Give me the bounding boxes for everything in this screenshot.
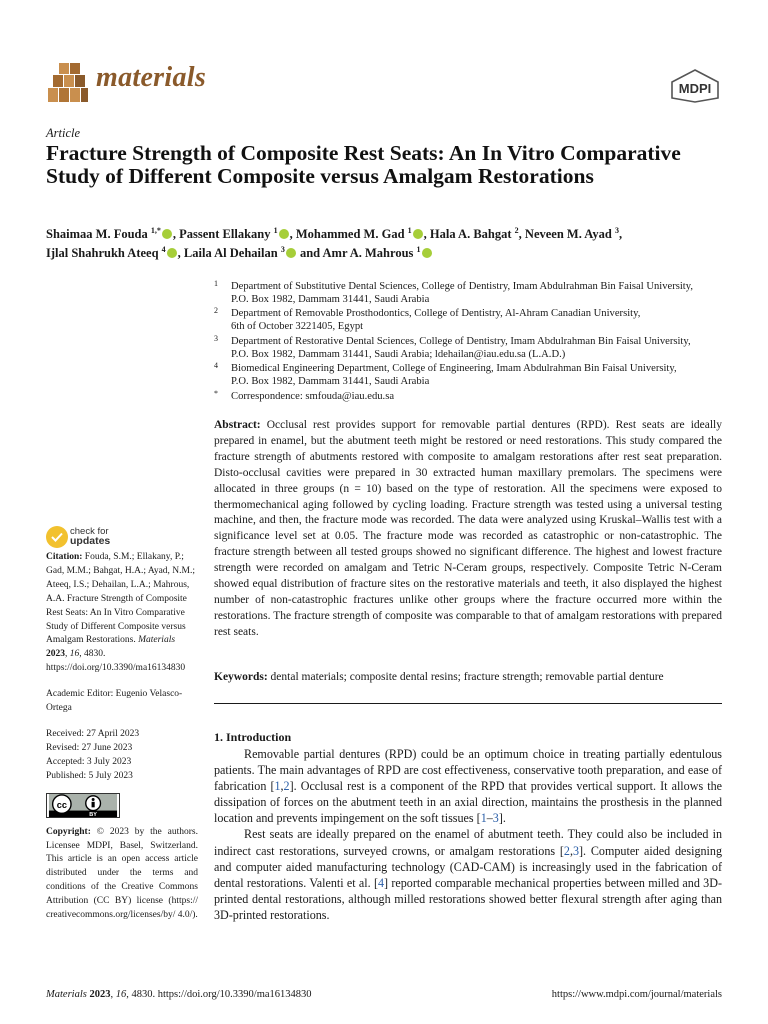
- copyright-label: Copyright:: [46, 826, 91, 837]
- citation-year: 2023: [46, 649, 65, 660]
- author-affiliation-marker: 1: [416, 244, 421, 254]
- reference-link[interactable]: 4: [378, 875, 385, 890]
- author-line-2: [46, 244, 726, 263]
- reference-link[interactable]: 1: [480, 811, 487, 826]
- footer-citation: Materials 2023, 16, 4830. https://doi.org/10.3390/ma16134830: [46, 989, 312, 1000]
- check-for-updates-icon: [46, 526, 68, 548]
- author-affiliation-marker: 4: [161, 244, 166, 254]
- author-affiliation-marker: 1,*: [150, 225, 161, 235]
- paragraph-text: ]. Occlusal rest is a component of the RPD that provides vertical support. It allows the dissipation of forces on the abutment teeth in an axial direction, maintains the prosthesis in the planned location and prevents impingement on the soft tissues [: [214, 779, 722, 826]
- intro-paragraph-1: [214, 746, 722, 826]
- author-list: [46, 225, 726, 263]
- keywords-text: dental materials; composite dental resins; fracture strength; removable partial denture: [270, 671, 664, 683]
- journal-name: materials: [96, 62, 207, 93]
- author-name: Hala A. Bahgat: [429, 227, 515, 241]
- affiliation-line: Department of Restorative Dental Sciences, College of Dentistry, Imam Abdulrahman Bin Faisal University,: [231, 335, 691, 347]
- paragraph-text: ]. Computer aided designing and computer aided manufacturing technology (CAD-CAM) is increasingly used in the fabrication of dental restorations. Valenti et al. [: [214, 843, 722, 890]
- footer-journal-url[interactable]: https://www.mdpi.com/journal/materials: [551, 989, 722, 1000]
- paragraph-text: ,: [569, 843, 573, 858]
- cc-by-license-icon[interactable]: [46, 793, 120, 818]
- paragraph-text: ,: [280, 779, 284, 794]
- author-separator: ,: [172, 227, 180, 241]
- author-separator: ,: [423, 227, 430, 241]
- abstract: [214, 418, 722, 641]
- affiliation-line: Biomedical Engineering Department, College of Engineering, Imam Abdulrahman Bin Faisal University,: [231, 363, 677, 375]
- dates: [46, 728, 198, 784]
- citation-doi[interactable]: , 4830. https://doi.org/10.3390/ma16134830: [46, 649, 186, 674]
- author-name: Shaimaa M. Fouda: [46, 227, 151, 241]
- affiliations: [214, 281, 728, 405]
- orcid-icon[interactable]: [167, 248, 177, 258]
- keywords: [214, 670, 722, 685]
- paragraph-text: Removable partial dentures (RPD) could be an optimum choice in treating partially edentulous patients. The main advantages of RPD are cost effectiveness, conservative tooth preparation, and ease of fabrication [: [214, 747, 722, 794]
- received-date: Received: 27 April 2023: [46, 728, 140, 739]
- footer-volume: 16: [115, 989, 127, 1000]
- reference-link[interactable]: 3: [572, 843, 580, 858]
- intro-paragraph-2: [214, 826, 722, 923]
- revised-date: Revised: 27 June 2023: [46, 742, 133, 753]
- citation-text: Fouda, S.M.; Ellakany, P.; Gad, M.M.; Bahgat, H.A.; Ayad, N.M.; Ateeq, I.S.; Dehailan, L.A.; Mahrous, A.A. Fracture Strength of Composite Rest Seats: An In Vitro Comparative Study of Different Composite versus Amalgam Restorations.: [46, 552, 196, 646]
- author-affiliation-marker: 3: [280, 244, 285, 254]
- affiliation-line: Correspondence: smfouda@iau.edu.sa: [231, 390, 395, 402]
- affiliation-line: Department of Removable Prosthodontics, College of Dentistry, Al-Ahram Canadian University,: [231, 308, 641, 320]
- author-separator: ,: [177, 246, 184, 260]
- orcid-icon[interactable]: [422, 248, 432, 258]
- paragraph-text: –: [486, 811, 493, 826]
- affiliation-item: [214, 388, 728, 404]
- copyright: [46, 826, 198, 923]
- check-for-updates-label: [70, 527, 110, 546]
- author-line-1: [46, 225, 726, 244]
- author-name: Passent Ellakany: [179, 227, 274, 241]
- affiliation-item: [214, 281, 728, 307]
- orcid-icon[interactable]: [413, 229, 423, 239]
- abstract-label: Abstract:: [214, 419, 261, 431]
- affiliation-item: [214, 363, 728, 389]
- citation: Citation: Fouda, S.M.; Ellakany, P.; Gad, M.M.; Bahgat, H.A.; Ayad, N.M.; Ateeq, I.S.; Dehailan, L.A.; Mahrous, A.A. Fracture Strength of Composite Rest Seats: An In Vitro Comparative Study of Different Composite versus Amalgam Restorations. Materials 2023, 16, 4830. https://doi.org/10.3390/ma16134830: [46, 552, 196, 674]
- author-separator: ,: [618, 227, 623, 241]
- orcid-icon[interactable]: [286, 248, 296, 258]
- keywords-label: Keywords:: [214, 671, 268, 683]
- paper-title: Fracture Strength of Composite Rest Seats: An In Vitro Comparative Study of Different Composite versus Amalgam Restorations: [46, 141, 681, 188]
- author-separator: ,: [289, 227, 296, 241]
- reference-link[interactable]: 2: [283, 779, 290, 794]
- citation-label: Citation:: [46, 552, 83, 562]
- orcid-icon[interactable]: [279, 229, 289, 239]
- abstract-text: Occlusal rest provides support for removable partial dentures (RPD). Rest seats are ideally prepared in enamel, but the abutment teeth might be restored or need restorations. This study compared the fracture strength of abutments restored with composite to amalgam restorations after rest seat preparation. Disto-occlusal cavities were prepared in 30 extracted human maxillary premolars. The specimens were allocated in three groups (n = 10) based on the type of restoration. All the specimens were exposed to thermomechanical aging followed by cycling loading. Fracture strength was tested using a universal testing machine, and then, the fracture mode was recorded. The data were analyzed using Kruskal–Wallis test with a significance level set at 0.05. The fracture mode was recorded as catastrophic or non-catastrophic. The fracture strength between all tested groups showed no significant difference. The highest and lowest fracture strength were recorded on amalgam and Tetric N-Ceram groups, respectively. Composite Tetric N-Ceram showed equal distribution of fracture sites on the restorative materials and teeth, it also displayed the highest number of non-catastrophic fractures unlike other groups where the fracture occurred more within the restorations. The fracture strength of composite was comparable to that of amalgam restorations with prepared rest seats.: [214, 419, 722, 638]
- citation-volume: 16: [69, 649, 80, 660]
- affiliation-line: Department of Substitutive Dental Sciences, College of Dentistry, Imam Abdulrahman Bin Faisal University,: [231, 281, 694, 292]
- copyright-text: © 2023 by the authors. Licensee MDPI, Basel, Switzerland. This article is an open access article distributed under the terms and conditions of the Creative Commons Attribution (CC BY) license (https:// creativecommons.org/licenses/by/ 4.0/).: [46, 826, 198, 921]
- section-heading: 1. Introduction: [214, 730, 292, 744]
- affiliation-number: 1: [214, 279, 218, 288]
- section-divider: [214, 703, 722, 704]
- footer-year: 2023: [89, 989, 111, 1000]
- author-affiliation-marker: 2: [514, 225, 519, 235]
- reference-link[interactable]: 1: [274, 779, 281, 794]
- affiliation-line: 6th of October 3221405, Egypt: [231, 321, 364, 333]
- author-name: Amr A. Mahrous: [322, 246, 417, 260]
- footer-doi[interactable]: , 4830. https://doi.org/10.3390/ma16134830: [126, 989, 312, 1000]
- affiliation-number: 3: [214, 333, 218, 343]
- affiliation-line: P.O. Box 1982, Dammam 31441, Saudi Arabia: [231, 375, 430, 387]
- check-line-2: updates: [70, 534, 111, 547]
- paragraph-text: ].: [498, 811, 506, 826]
- author-name: Laila Al Dehailan: [183, 246, 281, 260]
- author-affiliation-marker: 1: [273, 225, 278, 235]
- author-name: Mohammed M. Gad: [295, 227, 408, 241]
- affiliation-number: 4: [214, 361, 218, 371]
- academic-editor: Academic Editor: Eugenio Velasco-Ortega: [46, 689, 183, 714]
- materials-logo-icon: [46, 58, 90, 104]
- author-separator: and: [296, 246, 323, 260]
- author-separator: ,: [518, 227, 525, 241]
- check-for-updates-button[interactable]: [46, 525, 198, 549]
- accepted-date: Accepted: 3 July 2023: [46, 756, 132, 767]
- orcid-icon[interactable]: [162, 229, 172, 239]
- cc-badge-label: BY: [89, 811, 97, 818]
- author-name: Ijlal Shahrukh Ateeq: [46, 246, 162, 260]
- article-type: Article: [46, 126, 81, 140]
- journal-header: [46, 58, 722, 108]
- svg-text:cc: cc: [56, 799, 67, 810]
- affiliation-item: [214, 333, 728, 362]
- published-date: Published: 5 July 2023: [46, 770, 133, 781]
- sidebar: [46, 525, 198, 923]
- reference-link[interactable]: 2: [563, 843, 570, 858]
- introduction-body: [214, 746, 722, 923]
- author-affiliation-marker: 1: [407, 225, 412, 235]
- check-line-1: check for: [70, 526, 109, 537]
- footer-journal: Materials: [46, 989, 87, 1000]
- author-affiliation-marker: 3: [614, 225, 619, 235]
- reference-link[interactable]: 3: [492, 811, 499, 826]
- citation-journal: Materials: [138, 635, 176, 646]
- affiliation-number: *: [214, 388, 218, 398]
- affiliation-line: P.O. Box 1982, Dammam 31441, Saudi Arabia: [231, 293, 430, 305]
- mdpi-logo-icon: [668, 68, 722, 104]
- paragraph-text: ] reported comparable mechanical properties between milled and 3D-printed dental restorations, although milled restorations showed better flexural strength after aging than 3D-printed restorations.: [214, 875, 722, 922]
- affiliation-item: [214, 308, 728, 334]
- author-name: Neveen M. Ayad: [524, 227, 615, 241]
- affiliation-line: P.O. Box 1982, Dammam 31441, Saudi Arabia; ldehailan@iau.edu.sa (L.A.D.): [231, 348, 566, 360]
- affiliation-number: 2: [214, 306, 218, 316]
- paragraph-text: Rest seats are ideally prepared on the enamel of abutment teeth. They could also be included in indirect cast restorations, surveyed crowns, or amalgam restorations [: [214, 827, 722, 858]
- mdpi-logo-text: MDPI: [678, 81, 712, 96]
